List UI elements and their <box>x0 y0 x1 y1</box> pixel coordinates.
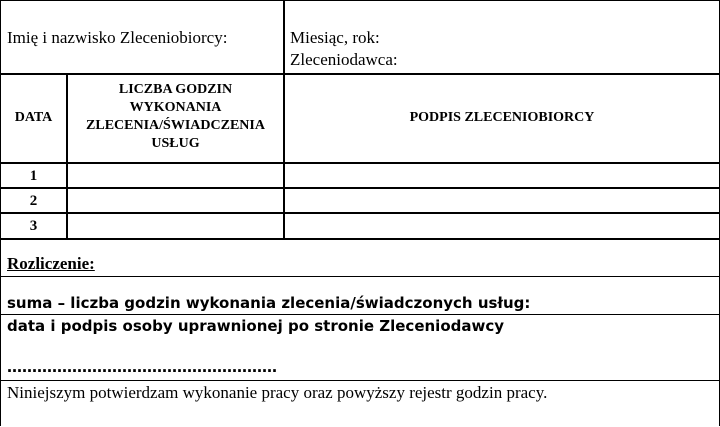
hours-column-header-line: ZLECENIA/ŚWIADCZENIA <box>86 118 265 133</box>
hours-column-header-line: USŁUG <box>151 136 200 151</box>
divider <box>0 276 719 277</box>
signature-column-header: PODPIS ZLECENIOBIORCY <box>409 110 595 125</box>
hours-cell[interactable] <box>68 189 283 212</box>
divider <box>0 238 719 240</box>
divider <box>0 73 719 75</box>
settlement-title: Rozliczenie: <box>7 254 95 273</box>
hours-column-header-line: LICZBA GODZIN <box>118 82 233 97</box>
hours-sum-label: suma – liczba godzin wykonania zlecenia/świadczonych usług: <box>7 294 531 312</box>
signature-cell[interactable] <box>285 189 719 212</box>
divider <box>0 380 719 381</box>
authorized-signature-label: data i podpis osoby uprawnionej po stronie Zleceniodawcy <box>7 317 505 335</box>
divider <box>0 314 719 315</box>
hours-cell[interactable] <box>68 164 283 187</box>
hours-column-header <box>68 81 283 153</box>
month-year-label: Miesiąc, rok: <box>290 28 380 47</box>
row-number: 2 <box>29 193 38 209</box>
hours-column-header-line: WYKONANIA <box>129 100 222 115</box>
date-column-header: DATA <box>14 110 53 125</box>
hours-cell[interactable] <box>68 214 283 238</box>
signature-cell[interactable] <box>285 214 719 238</box>
signature-line: ……………………………………………… <box>7 358 277 376</box>
signature-cell[interactable] <box>285 164 719 187</box>
confirmation-text: Niniejszym potwierdzam wykonanie pracy oraz powyższy rejestr godzin pracy. <box>7 383 548 402</box>
row-number: 3 <box>29 218 38 234</box>
contractor-name-label: Imię i nazwisko Zleceniobiorcy: <box>7 28 228 47</box>
row-number: 1 <box>29 168 38 184</box>
client-label: Zleceniodawca: <box>290 50 398 69</box>
